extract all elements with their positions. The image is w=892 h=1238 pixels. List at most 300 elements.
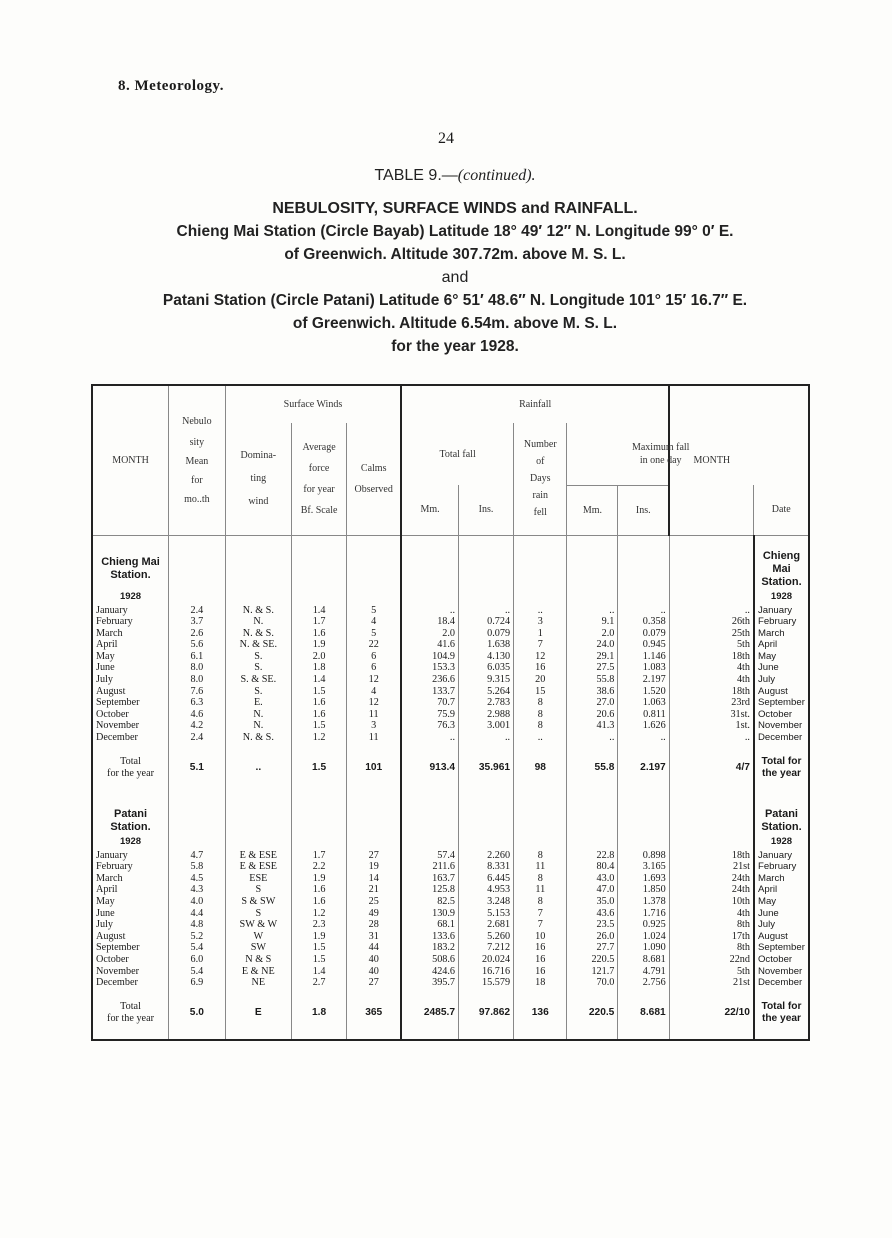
empty-cell [618, 834, 669, 850]
mm-cell: .. [401, 732, 458, 744]
wind-cell: N. & SE. [225, 639, 291, 651]
wind-cell: S & SW [225, 896, 291, 908]
force-cell: 1.5 [291, 686, 346, 698]
max-mm-cell: 27.7 [567, 942, 618, 954]
total-row [92, 744, 809, 794]
title-line-3: Patani Station (Circle Patani) Latitude 6° 51′ 48.6″ N. Longitude 101° 15′ 16.7″ E. [162, 292, 748, 309]
month-right-cell: November [754, 966, 809, 978]
max-mm-cell: 41.3 [567, 720, 618, 732]
max-ins-cell: 1.378 [618, 896, 669, 908]
max-mm-cell: 43.6 [567, 908, 618, 920]
force-cell: 1.4 [291, 674, 346, 686]
month-right-cell: July [754, 919, 809, 931]
date-cell: 5th [669, 639, 754, 651]
max-ins-cell: 0.898 [618, 850, 669, 862]
neb-cell: 4.8 [169, 919, 226, 931]
mm-cell: 41.6 [401, 639, 458, 651]
title-line-4: of Greenwich. Altitude 6.54m. above M. S. L. [292, 315, 618, 332]
wind-cell: N. [225, 616, 291, 628]
table-row [92, 662, 809, 674]
days-cell: 16 [514, 942, 567, 954]
mm-cell: 395.7 [401, 977, 458, 989]
calms-cell: 14 [347, 873, 401, 885]
date-cell: .. [669, 605, 754, 617]
ins-cell: 4.130 [459, 651, 514, 663]
calms-cell: 25 [347, 896, 401, 908]
neb-h-1: sity [189, 436, 205, 448]
month-cell: June [96, 662, 115, 674]
calms-cell: 4 [347, 686, 401, 698]
days-cell: 11 [514, 884, 567, 896]
max-ins-cell: 1.090 [618, 942, 669, 954]
empty-cell [291, 834, 346, 850]
empty-cell [401, 589, 458, 605]
month-right-cell: February [754, 861, 809, 873]
calms-cell: 40 [347, 966, 401, 978]
month-cell: July [96, 674, 113, 686]
max-mm-cell: .. [567, 605, 618, 617]
station-year-right: 1928 [754, 589, 809, 605]
mm-cell: 133.6 [401, 931, 458, 943]
wind-cell: ESE [225, 873, 291, 885]
empty-cell [401, 535, 458, 589]
month-right-header: MONTH [669, 385, 754, 535]
force-cell: 1.6 [291, 697, 346, 709]
empty-cell [169, 834, 226, 850]
force-cell: 1.9 [291, 873, 346, 885]
continued-label: (continued). [457, 167, 536, 184]
ins-cell: 6.035 [459, 662, 514, 674]
month-cell: December [96, 732, 138, 744]
month-cell: October [96, 953, 129, 965]
force-cell: 2.7 [291, 977, 346, 989]
empty-cell [618, 535, 669, 589]
table-subject: NEBULOSITY, SURFACE WINDS and RAINFALL. [272, 200, 638, 217]
max-ins-cell: 3.165 [618, 861, 669, 873]
table-row [92, 942, 809, 954]
empty-cell [669, 535, 754, 589]
ins-cell: 9.315 [459, 674, 514, 686]
ins-cell: .. [459, 732, 514, 744]
table-row [92, 977, 809, 989]
max-ins-cell: 0.811 [618, 709, 669, 721]
days-h-1: of [536, 456, 545, 468]
wind-cell: E. [225, 697, 291, 709]
month-cell: March [96, 627, 123, 639]
total-label-left [92, 744, 169, 794]
empty-cell [514, 834, 567, 850]
date-cell: 25th [669, 628, 754, 640]
month-right-cell: December [754, 732, 809, 744]
days-cell: 8 [514, 720, 567, 732]
force-cell: 1.6 [291, 628, 346, 640]
total-label-right-line: Total for [761, 1000, 802, 1012]
month-cell: January [96, 604, 128, 616]
station-name-right [754, 794, 809, 834]
days-rain-header [514, 423, 567, 535]
ins-cell: 2.988 [459, 709, 514, 721]
date-cell: 4th [669, 662, 754, 674]
ins-cell: 0.724 [459, 616, 514, 628]
calms-cell: 31 [347, 931, 401, 943]
station-name-right-line: Chieng Mai [762, 549, 801, 575]
date-cell: 18th [669, 651, 754, 663]
ins-cell: 15.579 [459, 977, 514, 989]
neb-cell: 6.1 [169, 651, 226, 663]
month-right-cell: March [754, 628, 809, 640]
station-name-left-line: Chieng Mai [101, 556, 160, 568]
neb-h-0: Nebulo [182, 415, 212, 427]
neb-cell: 4.4 [169, 908, 226, 920]
max-mm-cell: 26.0 [567, 931, 618, 943]
max-mm-cell: 20.6 [567, 709, 618, 721]
month-right-cell: June [754, 662, 809, 674]
date-cell: 8th [669, 919, 754, 931]
date-cell: 24th [669, 873, 754, 885]
max-ins-cell: 1.716 [618, 908, 669, 920]
max-mm-cell: 23.5 [567, 919, 618, 931]
days-cell: 8 [514, 896, 567, 908]
total-calms-cell: 365 [347, 989, 401, 1040]
month-right-cell: August [754, 686, 809, 698]
wind-cell: W [225, 931, 291, 943]
max-mm-cell: 27.5 [567, 662, 618, 674]
ins-cell: .. [459, 605, 514, 617]
max-mm-cell: .. [567, 732, 618, 744]
days-cell: 7 [514, 639, 567, 651]
month-cell: August [96, 685, 126, 697]
total-date-cell: 4/7 [669, 744, 754, 794]
date-cell: 21st [669, 861, 754, 873]
force-cell: 1.2 [291, 908, 346, 920]
total-mm-cell: 2485.7 [401, 989, 458, 1040]
days-cell: .. [514, 732, 567, 744]
title-line-1: Chieng Mai Station (Circle Bayab) Latitude 18° 49′ 12″ N. Longitude 99° 0′ E. [176, 223, 734, 240]
table-label [60, 164, 850, 187]
station-name-left-line: Station. [110, 569, 151, 581]
dominating-wind-header [225, 423, 291, 535]
month-right-cell: December [754, 977, 809, 989]
month-right-cell: May [754, 651, 809, 663]
ins-cell: 0.079 [459, 628, 514, 640]
empty-cell [669, 834, 754, 850]
month-cell: April [96, 639, 118, 651]
total-calms-cell: 101 [347, 744, 401, 794]
wind-cell: S [225, 908, 291, 920]
ins-cell: 6.445 [459, 873, 514, 885]
days-h-2: Days [529, 473, 551, 485]
force-cell: 1.4 [291, 605, 346, 617]
empty-cell [459, 535, 514, 589]
month-cell: April [96, 884, 118, 896]
ins-cell: 2.681 [459, 919, 514, 931]
station-name-right-line: Station. [761, 820, 802, 833]
total-label-line: Total [120, 755, 141, 767]
max-ins-cell: 2.756 [618, 977, 669, 989]
empty-cell [347, 834, 401, 850]
table-row [92, 896, 809, 908]
mm-cell: 133.7 [401, 686, 458, 698]
calms-cell: 27 [347, 977, 401, 989]
neb-cell: 4.6 [169, 709, 226, 721]
date-cell: 4th [669, 674, 754, 686]
ins-cell: 3.001 [459, 720, 514, 732]
mm-cell: 70.7 [401, 697, 458, 709]
table-row [92, 697, 809, 709]
empty-cell [347, 589, 401, 605]
calms-cell: 11 [347, 709, 401, 721]
date-cell: 18th [669, 686, 754, 698]
wind-cell: NE [225, 977, 291, 989]
force-cell: 1.7 [291, 616, 346, 628]
force-cell: 1.9 [291, 931, 346, 943]
neb-cell: 4.2 [169, 720, 226, 732]
empty-cell [459, 794, 514, 834]
empty-cell [401, 834, 458, 850]
mm-cell: 163.7 [401, 873, 458, 885]
table-row [92, 861, 809, 873]
neb-cell: 7.6 [169, 686, 226, 698]
max-ins-cell: 4.791 [618, 966, 669, 978]
mm-cell: 104.9 [401, 651, 458, 663]
empty-cell [225, 589, 291, 605]
force-cell: 1.8 [291, 662, 346, 674]
neb-cell: 8.0 [169, 674, 226, 686]
wind-cell: S. & SE. [225, 674, 291, 686]
max-ins-cell: 0.358 [618, 616, 669, 628]
date-cell: 22nd [669, 954, 754, 966]
table-label-text: TABLE 9.— [374, 167, 458, 184]
calms-cell: 3 [347, 720, 401, 732]
station-name-left [92, 794, 169, 834]
total-date-cell: 22/10 [669, 989, 754, 1040]
mm-cell: 130.9 [401, 908, 458, 920]
month-cell: November [96, 720, 139, 732]
wind-cell: SW [225, 942, 291, 954]
date-cell: .. [669, 732, 754, 744]
max-mm-cell: 22.8 [567, 850, 618, 862]
wind-cell: N. [225, 709, 291, 721]
force-h-1: force [308, 462, 330, 474]
force-cell: 1.2 [291, 732, 346, 744]
neb-cell: 6.9 [169, 977, 226, 989]
calms-h-1: Observed [354, 483, 393, 495]
wind-cell: S [225, 884, 291, 896]
days-cell: 8 [514, 850, 567, 862]
month-cell: December [96, 977, 138, 989]
wind-cell: E & NE [225, 966, 291, 978]
table-row [92, 850, 809, 862]
max-mm-cell: 24.0 [567, 639, 618, 651]
max-mm-cell: 29.1 [567, 651, 618, 663]
days-h-4: fell [533, 507, 547, 519]
mm-cell: 82.5 [401, 896, 458, 908]
days-cell: 12 [514, 651, 567, 663]
wind-cell: N. & S. [225, 732, 291, 744]
mm-cell: 153.3 [401, 662, 458, 674]
month-cell: October [96, 708, 129, 720]
neb-cell: 4.7 [169, 850, 226, 862]
month-cell: February [96, 861, 133, 873]
empty-cell [567, 535, 618, 589]
date-cell: 31st. [669, 709, 754, 721]
wind-cell: N. & S. [225, 605, 291, 617]
mm-cell: 125.8 [401, 884, 458, 896]
date-cell: 8th [669, 942, 754, 954]
days-cell: 20 [514, 674, 567, 686]
title-line-5: for the year 1928. [391, 338, 519, 355]
calms-cell: 6 [347, 651, 401, 663]
surface-winds-header: Surface Winds [225, 385, 401, 423]
total-label-right [754, 744, 809, 794]
empty-cell [347, 794, 401, 834]
days-cell: 16 [514, 954, 567, 966]
table-row [92, 639, 809, 651]
wind-cell: N. & S. [225, 628, 291, 640]
table-row [92, 616, 809, 628]
empty-cell [514, 535, 567, 589]
total-label-line: for the year [107, 767, 154, 779]
month-right-cell: October [754, 954, 809, 966]
max-ins-cell: 0.925 [618, 919, 669, 931]
calms-cell: 12 [347, 674, 401, 686]
month-cell: September [96, 942, 140, 954]
page-number: 24 [438, 130, 454, 147]
total-max-mm-cell: 55.8 [567, 744, 618, 794]
month-cell: March [96, 872, 123, 884]
month-right-cell: January [754, 850, 809, 862]
table-row [92, 966, 809, 978]
calms-cell: 19 [347, 861, 401, 873]
ins-cell: 2.260 [459, 850, 514, 862]
days-cell: 15 [514, 686, 567, 698]
neb-cell: 8.0 [169, 662, 226, 674]
date-header: Date [754, 485, 809, 535]
mm-header: Mm. [401, 485, 458, 535]
neb-cell: 4.5 [169, 873, 226, 885]
max-mm-cell: 43.0 [567, 873, 618, 885]
max-ins-cell: 8.681 [618, 954, 669, 966]
max-ins-cell: 0.945 [618, 639, 669, 651]
max-mm-cell: 121.7 [567, 966, 618, 978]
month-right-cell: April [754, 639, 809, 651]
force-cell: 1.5 [291, 954, 346, 966]
total-mm-cell: 913.4 [401, 744, 458, 794]
neb-cell: 2.6 [169, 628, 226, 640]
wind-h-2: wind [248, 496, 269, 508]
force-cell: 1.6 [291, 709, 346, 721]
month-cell: November [96, 965, 139, 977]
max-mm-cell: 55.8 [567, 674, 618, 686]
wind-cell: E & ESE [225, 850, 291, 862]
month-cell: January [96, 849, 128, 861]
ins-cell: 7.212 [459, 942, 514, 954]
total-neb-cell: 5.0 [169, 989, 226, 1040]
date-cell: 23rd [669, 697, 754, 709]
calms-cell: 4 [347, 616, 401, 628]
neb-cell: 3.7 [169, 616, 226, 628]
empty-cell [459, 589, 514, 605]
title-line-2: of Greenwich. Altitude 307.72m. above M. S. L. [284, 246, 626, 263]
total-days-cell: 136 [514, 989, 567, 1040]
station-year-left: 1928 [119, 590, 142, 602]
empty-cell [225, 834, 291, 850]
days-h-3: rain [532, 490, 549, 502]
calms-cell: 22 [347, 639, 401, 651]
ins-cell: 16.716 [459, 966, 514, 978]
days-cell: 10 [514, 931, 567, 943]
days-cell: 8 [514, 709, 567, 721]
ins-cell: 20.024 [459, 954, 514, 966]
date-cell: 18th [669, 850, 754, 862]
date-cell: 4th [669, 908, 754, 920]
force-cell: 1.7 [291, 850, 346, 862]
month-cell: September [96, 697, 140, 709]
neb-h-2: Mean [185, 455, 209, 467]
force-cell: 1.6 [291, 896, 346, 908]
ins-cell: 5.153 [459, 908, 514, 920]
max-ins-cell: 2.197 [618, 674, 669, 686]
force-cell: 1.5 [291, 942, 346, 954]
max-mm-cell: 47.0 [567, 884, 618, 896]
table-row [92, 709, 809, 721]
total-days-cell: 98 [514, 744, 567, 794]
wind-cell: E & ESE [225, 861, 291, 873]
station-name-left-line: Patani [114, 807, 148, 820]
max-mm-cell: 220.5 [567, 954, 618, 966]
max-ins-cell: 1.146 [618, 651, 669, 663]
station-year-right: 1928 [754, 834, 809, 850]
total-ins-cell: 97.862 [459, 989, 514, 1040]
max-ins-cell: 1.693 [618, 873, 669, 885]
max-ins-cell: 0.079 [618, 628, 669, 640]
neb-cell: 6.0 [169, 954, 226, 966]
mm-cell: 2.0 [401, 628, 458, 640]
empty-cell [169, 589, 226, 605]
max-ins-header: Ins. [618, 485, 669, 535]
mm-cell: 75.9 [401, 709, 458, 721]
total-wind-cell: E [225, 989, 291, 1040]
max-mm-cell: 80.4 [567, 861, 618, 873]
total-max-mm-cell: 220.5 [567, 989, 618, 1040]
table-title-block [60, 164, 850, 358]
month-cell: June [96, 907, 115, 919]
mm-cell: 183.2 [401, 942, 458, 954]
mm-cell: 76.3 [401, 720, 458, 732]
neb-h-3: for [191, 474, 203, 486]
empty-cell [291, 589, 346, 605]
wind-cell: N & S [225, 954, 291, 966]
total-neb-cell: 5.1 [169, 744, 226, 794]
mm-cell: 508.6 [401, 954, 458, 966]
table-row [92, 605, 809, 617]
days-cell: .. [514, 605, 567, 617]
max-mm-cell: 70.0 [567, 977, 618, 989]
table-row [92, 908, 809, 920]
max-ins-cell: 1.063 [618, 697, 669, 709]
force-cell: 1.6 [291, 884, 346, 896]
table-row [92, 954, 809, 966]
station-name-row [92, 794, 809, 834]
month-right-cell: August [754, 931, 809, 943]
date-cell: 26th [669, 616, 754, 628]
total-label-line: Total [120, 1000, 141, 1012]
force-h-2: for year [303, 483, 335, 495]
neb-cell: 5.4 [169, 966, 226, 978]
date-cell: 10th [669, 896, 754, 908]
ins-cell: 2.783 [459, 697, 514, 709]
days-cell: 16 [514, 966, 567, 978]
